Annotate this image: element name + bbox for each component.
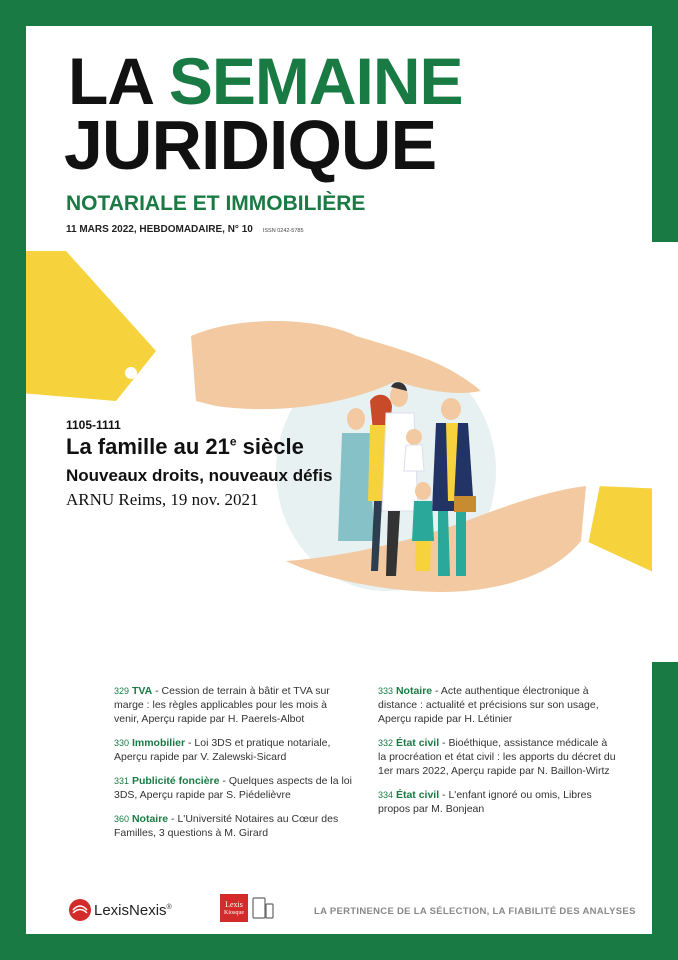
publisher-name: LexisNexis® bbox=[94, 902, 172, 919]
cufflink bbox=[568, 613, 580, 621]
devices-icon bbox=[252, 896, 274, 922]
masthead-title-line2: JURIDIQUE bbox=[64, 106, 437, 184]
masthead-title-line1: LA SEMAINE bbox=[68, 44, 463, 118]
toc-right-column bbox=[378, 684, 618, 826]
issue-info: 11 MARS 2022, HEBDOMADAIRE, N° 10 ISSN 0242-5785 bbox=[66, 224, 304, 235]
masthead-subtitle: NOTARIALE ET IMMOBILIÈRE bbox=[66, 192, 366, 215]
toc-left-column bbox=[114, 684, 354, 850]
cover-page bbox=[26, 26, 652, 934]
lexisnexis-logo-icon bbox=[68, 898, 92, 922]
green-edge-tab bbox=[652, 26, 678, 242]
feature-title: La famille au 21e siècle bbox=[66, 434, 304, 459]
feature-subtitle: Nouveaux droits, nouveaux défis bbox=[66, 466, 333, 485]
top-sleeve bbox=[26, 251, 156, 401]
cufflink bbox=[125, 367, 137, 379]
toc-item[interactable]: 331 Publicité foncière - Quelques aspects de la loi 3DS, Aperçu rapide par S. Piédelièvre bbox=[114, 775, 352, 801]
lexis-kiosque-badge[interactable]: Lexis Kiosque bbox=[220, 894, 248, 922]
white-edge-tab bbox=[652, 242, 678, 662]
feature-number: 1105-1111 bbox=[66, 418, 121, 432]
toc-item[interactable]: 332 État civil - Bioéthique, assistance médicale à la procréation et état civil : les apports du décret du 1er mars 2022, Aperçu rapide par N. Baillon-Wirtz bbox=[378, 737, 616, 777]
cufflink bbox=[590, 620, 602, 621]
cufflink bbox=[150, 375, 162, 387]
toc-item[interactable]: 329 TVA - Cession de terrain à bâtir et TVA sur marge : les règles applicables pour les mois à venir, Aperçu rapide par H. Paerels-Albot bbox=[114, 685, 330, 725]
toc-item[interactable]: 360 Notaire - L'Université Notaires au Cœur des Familles, 3 questions à M. Girard bbox=[114, 813, 339, 839]
feature-source: ARNU Reims, 19 nov. 2021 bbox=[66, 490, 259, 509]
toc-item[interactable]: 333 Notaire - Acte authentique électronique à distance : actualité et précisions sur son usage, Aperçu rapide par H. Létinier bbox=[378, 685, 599, 725]
tagline: LA PERTINENCE DE LA SÉLECTION, LA FIABILITÉ DES ANALYSES bbox=[314, 906, 636, 917]
issn: ISSN 0242-5785 bbox=[262, 228, 304, 234]
toc-item[interactable]: 330 Immobilier - Loi 3DS et pratique notariale, Aperçu rapide par V. Zalewski-Sicard bbox=[114, 737, 331, 763]
toc-item[interactable]: 334 État civil - L'enfant ignoré ou omis, Libres propos par M. Bonjean bbox=[378, 789, 592, 815]
